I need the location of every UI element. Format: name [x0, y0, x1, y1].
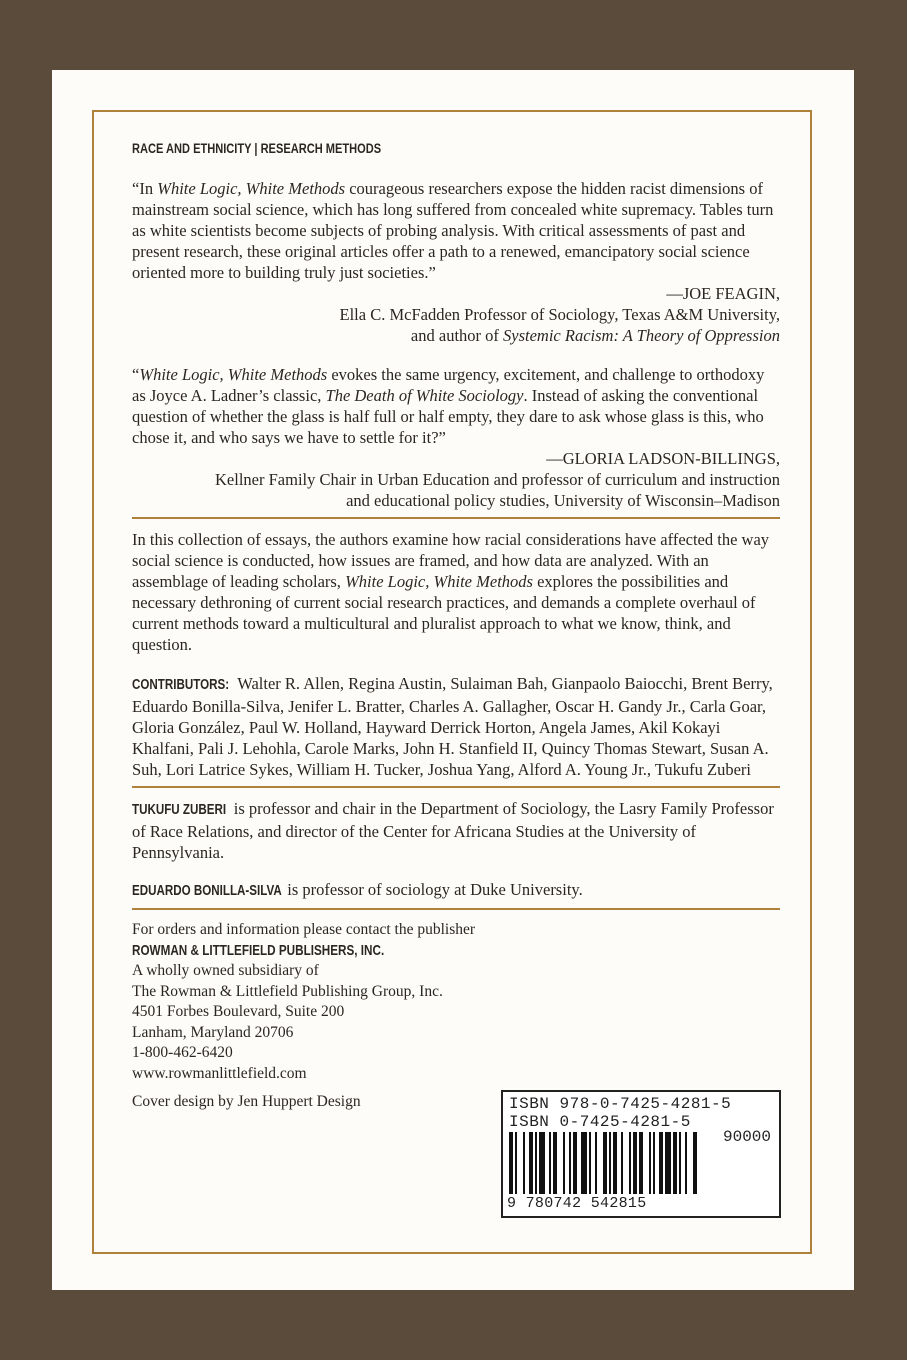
blurb-affiliation: Ella C. McFadden Professor of Sociology, Texas A&M University, — [339, 305, 780, 324]
barcode-bar — [529, 1132, 533, 1194]
barcode-bar — [515, 1132, 517, 1194]
blurb-feagin — [132, 178, 780, 346]
isbn10-label: ISBN 0-7425-4281-5 — [509, 1113, 691, 1131]
barcode-bar — [639, 1132, 643, 1194]
barcode-bar — [613, 1132, 617, 1194]
barcode-bar — [649, 1132, 651, 1194]
barcode-bar — [589, 1132, 591, 1194]
barcode-bar — [679, 1132, 681, 1194]
barcode-bar — [629, 1132, 631, 1194]
divider — [132, 517, 780, 519]
isbn13-label: ISBN 978-0-7425-4281-5 — [509, 1095, 732, 1113]
blurb-ladson-billings — [132, 364, 780, 511]
category-label: RACE AND ETHNICITY | RESEARCH METHODS — [132, 141, 382, 156]
barcode-bar — [573, 1132, 577, 1194]
book-description: In this collection of essays, the authors examine how racial considerations have affected the way social science is conducted, how issues are framed, and how data are analyzed. With an assemblage of leading scholars, White Logic, White Methods explores the possibilities and necessary dethroning of current social research practices, and demands a complete overhaul of current methods toward a multicultural and pluralist approach to what we know, think, and question. — [132, 530, 770, 654]
contributors-label: CONTRIBUTORS: — [132, 677, 230, 693]
blurb-text: “White Logic, White Methods evokes the same urgency, excitement, and challenge to orthodoxy as Joyce A. Ladner’s classic, The Death of White Sociology. Instead of asking the conventional question of whether the glass is half full or half empty, they dare to ask whose glass is this, who chose it, and who says we have to settle for it?” — [132, 365, 765, 447]
publisher-line: Lanham, Maryland 20706 — [132, 1023, 294, 1041]
cover-text — [132, 140, 780, 1113]
barcode-bar — [633, 1132, 637, 1194]
blurb-author: —JOE FEAGIN, — [666, 284, 780, 303]
barcode-bar — [581, 1132, 587, 1194]
contributors — [132, 673, 780, 780]
isbn-barcode — [501, 1090, 781, 1218]
blurb-author: —GLORIA LADSON-BILLINGS, — [546, 449, 780, 468]
cover-credit: Cover design by Jen Huppert Design — [132, 1093, 361, 1110]
barcode-bar — [653, 1132, 655, 1194]
category-line — [132, 140, 780, 160]
contributors-names: Walter R. Allen, Regina Austin, Sulaiman Bah, Gianpaolo Baiocchi, Brent Berry, Eduardo Bonilla-Silva, Jenifer L. Bratter, Charles A. Gallagher, Oscar H. Gandy Jr., Carla Goar, Gloria González, Paul W. Holland, Hayward Derrick Horton, Angela James, Akil Kokayi Khalfani, Pali J. Lehohla, Carole Marks, John H. Stanfield II, Quincy Thomas Stewart, Susan A. Suh, Lori Latrice Sykes, William H. Tucker, Joshua Yang, Alford A. Young Jr., Tukufu Zuberi — [132, 674, 773, 779]
blurb-affiliation: Kellner Family Chair in Urban Education and professor of curriculum and instruction and educational policy studies, University of Wisconsin–Madison — [215, 470, 780, 510]
ean-number: 9 780742 542815 — [507, 1195, 647, 1212]
barcode-bar — [693, 1132, 697, 1194]
price-code: 90000 — [722, 1128, 771, 1146]
divider — [132, 786, 780, 788]
bio-bonilla-silva: EDUARDO BONILLA-SILVA is professor of sociology at Duke University. — [132, 879, 780, 902]
bio-name: TUKUFU ZUBERI — [132, 802, 227, 818]
barcode-bar — [553, 1132, 557, 1194]
barcode-bar — [595, 1132, 597, 1194]
barcode-bar — [523, 1132, 525, 1194]
back-cover — [52, 70, 854, 1290]
publisher-name-line — [132, 941, 780, 962]
publisher-line: A wholly owned subsidiary of — [132, 962, 319, 979]
barcode-bar — [563, 1132, 565, 1194]
divider — [132, 908, 780, 910]
publisher-line: 4501 Forbes Boulevard, Suite 200 — [132, 1003, 345, 1020]
publisher-info — [132, 920, 780, 1113]
barcode-bars — [509, 1132, 773, 1194]
barcode-bar — [659, 1132, 663, 1194]
barcode-bar — [549, 1132, 551, 1194]
barcode-bar — [535, 1132, 537, 1194]
publisher-line: 1-800-462-6420 — [132, 1044, 233, 1061]
blurb-book: and author of Systemic Racism: A Theory of Oppression — [410, 326, 780, 345]
bio-zuberi: TUKUFU ZUBERI is professor and chair in the Department of Sociology, the Lasry Family Professor of Race Relations, and director of the Center for Africana Studies at the University of Pennsylvania. — [132, 799, 774, 862]
barcode-bar — [509, 1132, 513, 1194]
barcode-bar — [609, 1132, 611, 1194]
publisher-line: The Rowman & Littlefield Publishing Group, Inc. — [132, 982, 443, 1000]
blurb-text: “In White Logic, White Methods courageous researchers expose the hidden racist dimensions of mainstream social science, which has long suffered from concealed white supremacy. Tables turn as white scientists become subjects of probing analysis. With critical assessments of past and present research, these original articles offer a path to a renewed, emancipatory social science oriented more to building truly just societies.” — [132, 179, 774, 282]
barcode-bar — [569, 1132, 571, 1194]
barcode-bar — [685, 1132, 687, 1194]
publisher-intro: For orders and information please contact the publisher — [132, 921, 476, 938]
barcode-bar — [673, 1132, 677, 1194]
publisher-url: www.rowmanlittlefield.com — [132, 1064, 307, 1082]
publisher-name: ROWMAN & LITTLEFIELD PUBLISHERS, INC. — [132, 941, 385, 959]
bio-name: EDUARDO BONILLA-SILVA — [132, 883, 282, 899]
barcode-bar — [665, 1132, 671, 1194]
barcode-bar — [621, 1132, 623, 1194]
barcode-bar — [603, 1132, 607, 1194]
barcode-bar — [539, 1132, 545, 1194]
